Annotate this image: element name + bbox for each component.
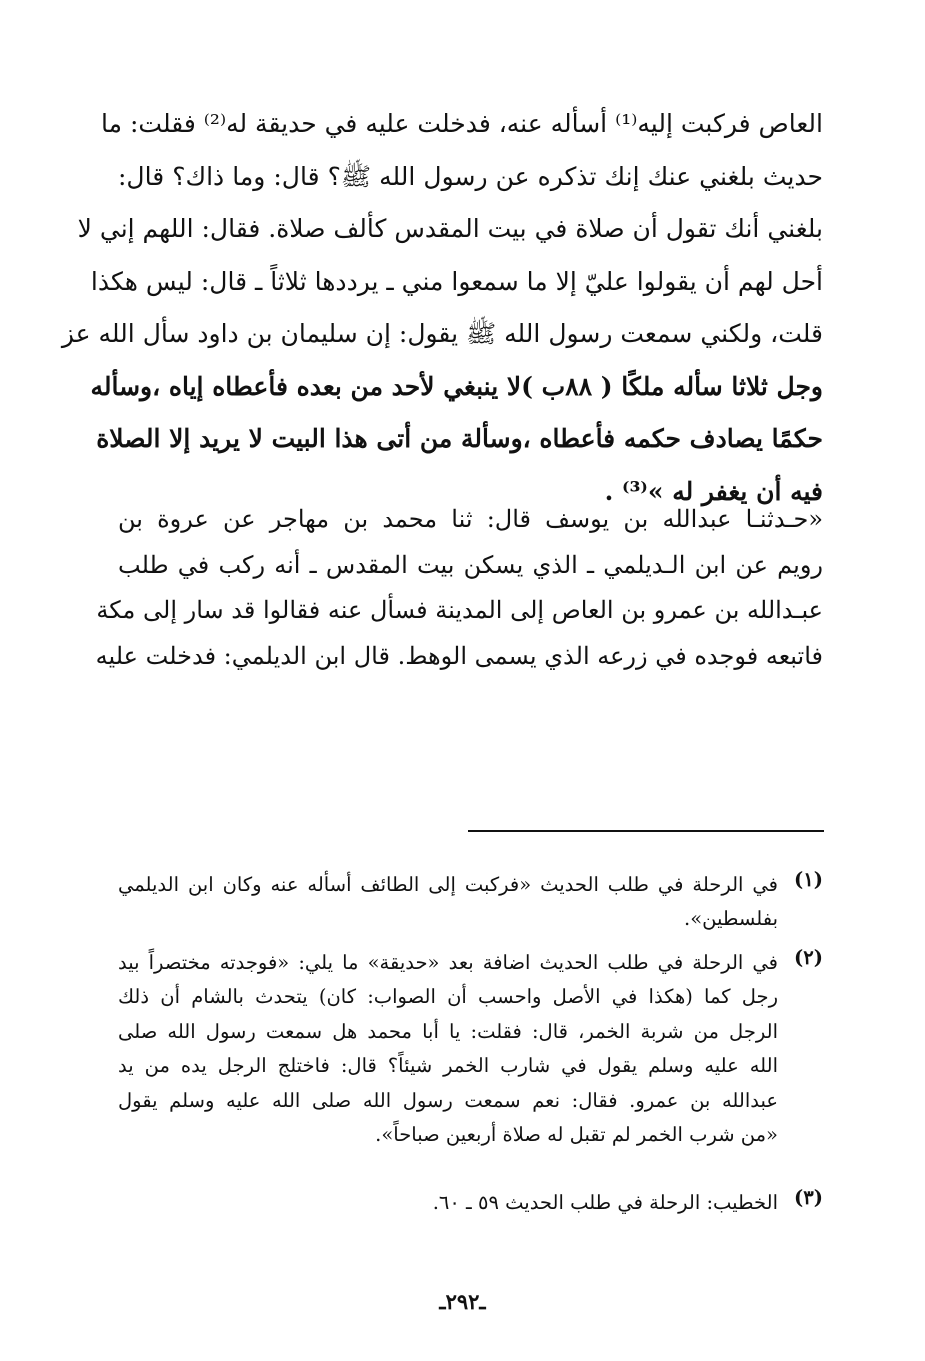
- footnote-line: رجل كما (هكذا في الأصل واحسب أن الصواب: كان) يتحدث بالشام أن ذلك: [118, 985, 778, 1009]
- footnote-number: (٣): [794, 1186, 823, 1209]
- text-line: رويم عن ابن الـديلمي ـ الذي يسكن بيت المقدس ـ أنه ركب في طلب: [118, 550, 823, 579]
- text-line: حديث بلغني عنك إنك تذكره عن رسول الله ﷺ؟ قال: وما ذاك؟ قال:: [118, 161, 823, 191]
- main-paragraph-2: [95, 497, 823, 679]
- footnote-line: الخطيب: الرحلة في طلب الحديث ٥٩ ـ ٦٠.: [432, 1191, 778, 1214]
- footnote-line: بفلسطين».: [684, 907, 778, 931]
- footnote-line: «من شرب الخمر لم تقبل له صلاة أربعين صباحاً».: [375, 1122, 778, 1146]
- text-line-bold: فيه أن يغفر له »⁽³⁾ .: [604, 476, 823, 506]
- footnote-3: [118, 1186, 823, 1222]
- text-line-bold: حكمًا يصادف حكمه فأعطاه ،وسألة من أتى هذا البيت لا يريد إلا الصلاة: [96, 424, 823, 453]
- text-line-bold: وجل ثلاثا سأله ملكًا ( ٨٨ب )لا ينبغي لأحد من بعده فأعطاه إياه ،وسأله: [90, 371, 823, 401]
- text-line: عبـدالله بن عمرو بن العاص إلى المدينة فسأل عنه فقالوا قد سار إلى مكة: [96, 596, 823, 624]
- footnote-line: الله عليه وسلم يقول في شارب الخمر شيئاً؟ قال: فاختلج الرجل يده من يد: [118, 1054, 778, 1078]
- text-line: بلغني أنك تقول أن صلاة في بيت المقدس كألف صلاة. فقال: اللهم إني لا: [77, 214, 823, 243]
- footnote-text: [118, 946, 778, 1152]
- text-line: قلت، ولكني سمعت رسول الله ﷺ يقول: إن سليمان بن داود سأل الله عز: [61, 319, 823, 348]
- footnote-number: (١): [794, 868, 823, 891]
- footnote-line: الرجل من شربة الخمر، قال: فقلت: يا أبا محمد هل سمعت رسول الله صلى: [118, 1019, 778, 1043]
- text-line: «حـدثنـا عبدالله بن يوسف قال: ثنا محمد بن مهاجر عن عروة بن: [118, 505, 823, 533]
- footnote-1: [118, 868, 823, 938]
- text-line: العاص فركبت إليه⁽¹⁾ أسأله عنه، فدخلت عليه في حديقة له⁽²⁾ فقلت: ما: [101, 109, 823, 138]
- footnote-separator: [468, 830, 824, 832]
- footnote-line: عبدالله بن عمرو. فقال: نعم سمعت رسول الله صلى الله عليه وسلم يقول: [118, 1088, 778, 1112]
- text-line: فاتبعه فوجده في زرعه الذي يسمى الوهط. قال ابن الديلمي: فدخلت عليه: [95, 641, 823, 670]
- page-number: ـ٢٩٢ـ: [439, 1289, 486, 1314]
- footnote-line: في الرحلة في طلب الحديث اضافة بعد «حديقة» ما يلي: «فوجدته مختصراً بيد: [118, 951, 778, 974]
- footnote-number: (٢): [794, 946, 823, 969]
- footnote-text: [118, 868, 778, 937]
- footnote-line: في الرحلة في طلب الحديث «فركبت إلى الطائف أسأله عنه وكان ابن الديلمي: [118, 873, 778, 896]
- text-line: أحل لهم أن يقولوا عليّ إلا ما سمعوا مني ـ يرددها ثلاثاً ـ قال: ليس هكذا: [90, 266, 823, 296]
- footnote-text: [118, 1186, 778, 1220]
- main-paragraph-1: [61, 98, 823, 518]
- footnote-2: [118, 946, 823, 1186]
